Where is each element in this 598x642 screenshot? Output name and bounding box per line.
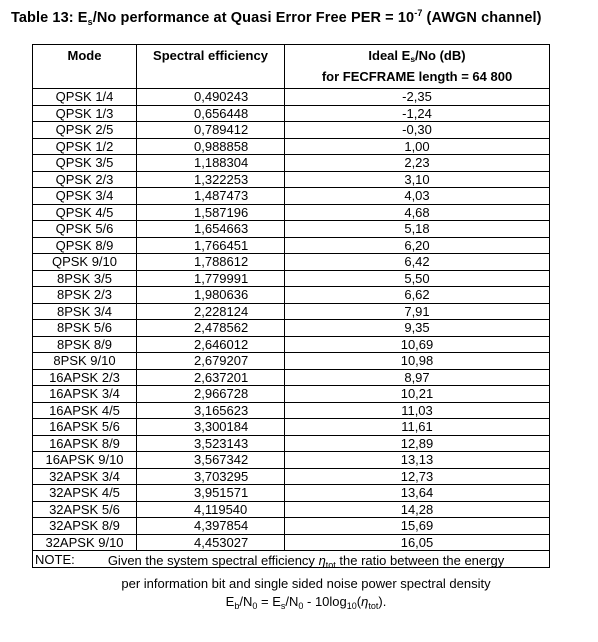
cell-spectral-efficiency: 2,966728 [137,386,285,403]
cell-mode: QPSK 1/4 [33,89,137,106]
cell-mode: 32APSK 4/5 [33,485,137,502]
cell-spectral-efficiency: 2,228124 [137,303,285,320]
table-row [33,303,550,320]
cell-mode: QPSK 2/5 [33,122,137,139]
cell-mode: QPSK 4/5 [33,204,137,221]
cell-ideal-esno: 6,42 [285,254,550,271]
note-formula: $E_b/N_0 = E_s/N_0 - 10\log_{10}(\eta_{tot})$. [225,594,387,611]
note-label: NOTE: [35,552,75,567]
cell-mode: 16APSK 5/6 [33,419,137,436]
cell-spectral-efficiency: 4,119540 [137,501,285,518]
cell-mode: QPSK 8/9 [33,237,137,254]
cell-mode: QPSK 1/3 [33,105,137,122]
cell-spectral-efficiency: 0,656448 [137,105,285,122]
cell-spectral-efficiency: 1,654663 [137,221,285,238]
cell-spectral-efficiency: 3,300184 [137,419,285,436]
cell-ideal-esno: 5,50 [285,270,550,287]
table-row [33,501,550,518]
cell-spectral-efficiency: 4,453027 [137,534,285,551]
header-mode: Mode [33,45,137,89]
cell-ideal-esno: -0,30 [285,122,550,139]
header-row [33,45,550,89]
note-row [33,551,550,568]
cell-mode: 8PSK 8/9 [33,336,137,353]
cell-mode: QPSK 3/4 [33,188,137,205]
cell-spectral-efficiency: 1,322253 [137,171,285,188]
cell-mode: 16APSK 3/4 [33,386,137,403]
cell-mode: 16APSK 8/9 [33,435,137,452]
cell-mode: 8PSK 3/4 [33,303,137,320]
cell-ideal-esno: -2,35 [285,89,550,106]
cell-spectral-efficiency: 0,988858 [137,138,285,155]
table-row [33,188,550,205]
table-row [33,485,550,502]
cell-ideal-esno: 4,03 [285,188,550,205]
cell-spectral-efficiency: 1,487473 [137,188,285,205]
cell-ideal-esno: 7,91 [285,303,550,320]
note-cell [33,551,550,611]
cell-ideal-esno: 10,21 [285,386,550,403]
cell-mode: 16APSK 9/10 [33,452,137,469]
table-row [33,237,550,254]
table-row [33,254,550,271]
cell-ideal-esno: 1,00 [285,138,550,155]
header-spectral-efficiency: Spectral efficiency [137,45,285,89]
table-row [33,386,550,403]
table-row [33,353,550,370]
cell-ideal-esno: 11,03 [285,402,550,419]
cell-spectral-efficiency: 1,188304 [137,155,285,172]
table-row [33,171,550,188]
cell-ideal-esno: -1,24 [285,105,550,122]
table-row [33,468,550,485]
cell-spectral-efficiency: 2,646012 [137,336,285,353]
cell-mode: QPSK 2/3 [33,171,137,188]
table-row [33,452,550,469]
table-row [33,369,550,386]
table-caption: Table 13: $E_s/No$ performance at Quasi Error Free PER = $10^{-7}$ (AWGN channel) [11,8,542,27]
performance-table [32,44,550,611]
table-row [33,89,550,106]
table-row [33,221,550,238]
cell-mode: 32APSK 8/9 [33,518,137,535]
cell-spectral-efficiency: 1,980636 [137,287,285,304]
header-ideal-esno: Ideal $E_s/No$ (dB) for FECFRAME length = 64 800 [285,45,550,89]
cell-spectral-efficiency: 1,779991 [137,270,285,287]
table-row [33,155,550,172]
cell-mode: 16APSK 4/5 [33,402,137,419]
cell-spectral-efficiency: 1,766451 [137,237,285,254]
table-row [33,138,550,155]
cell-spectral-efficiency: 4,397854 [137,518,285,535]
cell-spectral-efficiency: 0,490243 [137,89,285,106]
cell-ideal-esno: 2,23 [285,155,550,172]
cell-ideal-esno: 3,10 [285,171,550,188]
cell-spectral-efficiency: 1,788612 [137,254,285,271]
cell-mode: 8PSK 5/6 [33,320,137,337]
cell-spectral-efficiency: 3,165623 [137,402,285,419]
table-row [33,204,550,221]
cell-ideal-esno: 10,98 [285,353,550,370]
table-row [33,518,550,535]
cell-ideal-esno: 12,73 [285,468,550,485]
cell-mode: QPSK 1/2 [33,138,137,155]
cell-ideal-esno: 15,69 [285,518,550,535]
cell-mode: 8PSK 9/10 [33,353,137,370]
cell-ideal-esno: 10,69 [285,336,550,353]
cell-mode: 32APSK 9/10 [33,534,137,551]
table-row [33,336,550,353]
cell-mode: 8PSK 3/5 [33,270,137,287]
cell-spectral-efficiency: 3,523143 [137,435,285,452]
cell-ideal-esno: 12,89 [285,435,550,452]
table-row [33,105,550,122]
cell-mode: QPSK 9/10 [33,254,137,271]
cell-spectral-efficiency: 2,637201 [137,369,285,386]
cell-ideal-esno: 11,61 [285,419,550,436]
note-text: Given the system spectral efficiency $\eta_{tot}$ the ratio between the energy per information bit and single sided noise power spectral density $E_b/N_0 = E_s/N_0 - 10\log_{10}(\eta_{tot})$. [107,553,505,611]
cell-ideal-esno: 13,64 [285,485,550,502]
table-row [33,287,550,304]
cell-mode: 16APSK 2/3 [33,369,137,386]
cell-ideal-esno: 4,68 [285,204,550,221]
cell-spectral-efficiency: 2,679207 [137,353,285,370]
table-row [33,435,550,452]
cell-mode: QPSK 3/5 [33,155,137,172]
cell-ideal-esno: 6,20 [285,237,550,254]
cell-ideal-esno: 9,35 [285,320,550,337]
cell-spectral-efficiency: 3,567342 [137,452,285,469]
table-row [33,122,550,139]
cell-ideal-esno: 13,13 [285,452,550,469]
cell-ideal-esno: 6,62 [285,287,550,304]
cell-ideal-esno: 8,97 [285,369,550,386]
table-row [33,270,550,287]
cell-mode: 32APSK 3/4 [33,468,137,485]
table-row [33,534,550,551]
table-row [33,320,550,337]
cell-spectral-efficiency: 2,478562 [137,320,285,337]
cell-spectral-efficiency: 3,951571 [137,485,285,502]
cell-spectral-efficiency: 3,703295 [137,468,285,485]
cell-mode: 32APSK 5/6 [33,501,137,518]
cell-ideal-esno: 16,05 [285,534,550,551]
cell-mode: QPSK 5/6 [33,221,137,238]
cell-spectral-efficiency: 1,587196 [137,204,285,221]
cell-spectral-efficiency: 0,789412 [137,122,285,139]
cell-mode: 8PSK 2/3 [33,287,137,304]
table-row [33,419,550,436]
table-row [33,402,550,419]
cell-ideal-esno: 14,28 [285,501,550,518]
cell-ideal-esno: 5,18 [285,221,550,238]
